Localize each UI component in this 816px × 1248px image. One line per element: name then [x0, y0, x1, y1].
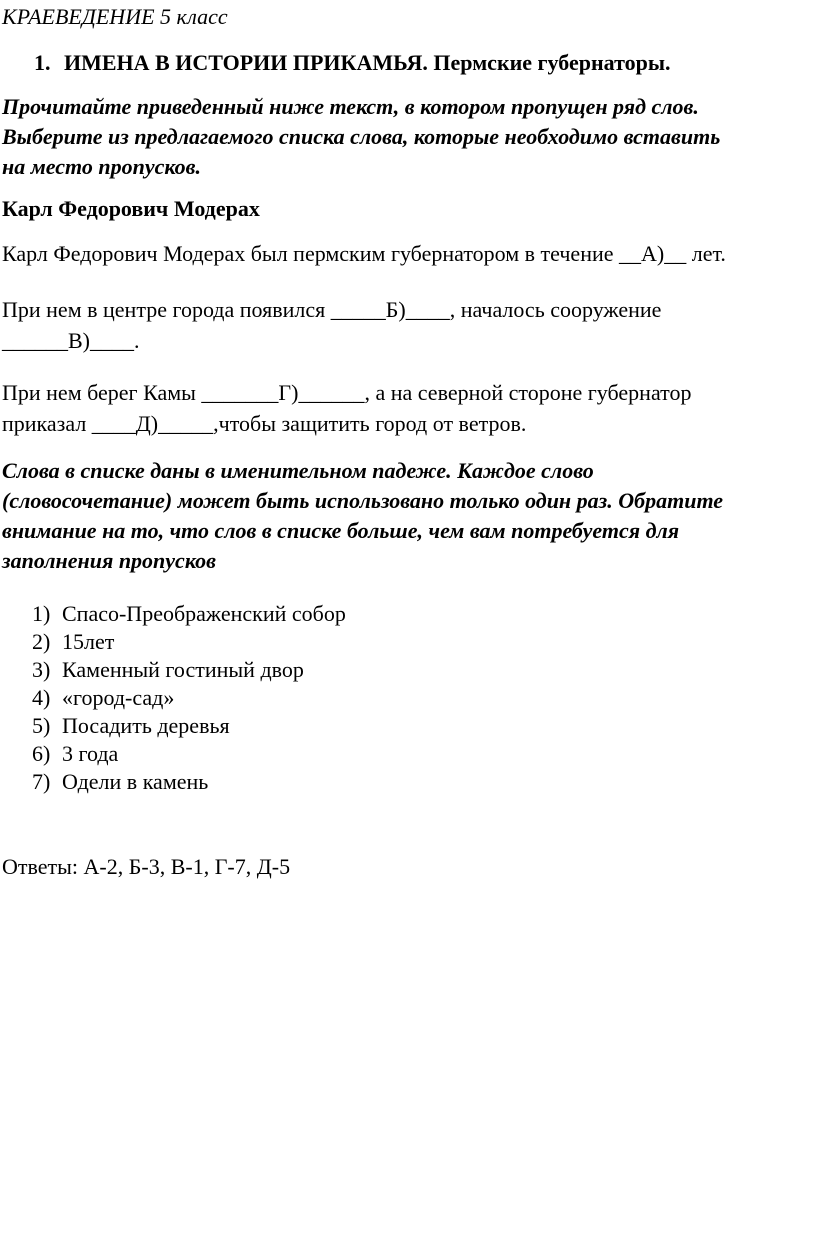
option-number: 2)	[32, 629, 51, 654]
option-number: 5)	[32, 713, 51, 738]
option-number: 6)	[32, 741, 51, 766]
paragraph-line: приказал ____Д)_____,чтобы защитить город от ветров.	[2, 411, 527, 436]
option-number: 4)	[32, 685, 51, 710]
instruction-line: Выберите из предлагаемого списка слова, которые необходимо вставить	[2, 124, 721, 149]
option-number: 7)	[32, 769, 51, 794]
instruction-line: на место пропусков.	[2, 154, 201, 179]
list-item	[32, 600, 346, 628]
option-text: Посадить деревья	[62, 713, 230, 738]
paragraph-line: При нем берег Камы _______Г)______, а на северной стороне губернатор	[2, 380, 692, 405]
person-name-heading: Карл Федорович Модерах	[2, 196, 260, 221]
note-line: заполнения пропусков	[2, 548, 216, 573]
word-options-list	[32, 600, 346, 796]
answers-line: Ответы: А-2, Б-3, В-1, Г-7, Д-5	[2, 854, 291, 879]
task-title: ИМЕНА В ИСТОРИИ ПРИКАМЬЯ. Пермские губернаторы.	[64, 50, 671, 75]
list-item	[32, 684, 346, 712]
option-text: Спасо-Преображенский собор	[62, 601, 346, 626]
list-item	[32, 712, 346, 740]
option-text: 15лет	[62, 629, 115, 654]
paragraph-line: ______В)____.	[2, 328, 140, 353]
note-line: (словосочетание) может быть использовано только один раз. Обратите	[2, 488, 724, 513]
option-text: «город-сад»	[62, 685, 175, 710]
subject-label: КРАЕВЕДЕНИЕ 5 класс	[2, 4, 228, 29]
list-item	[32, 656, 346, 684]
list-item	[32, 628, 346, 656]
text-paragraph-2	[2, 294, 814, 356]
option-text: Каменный гостиный двор	[62, 657, 304, 682]
list-item	[32, 740, 346, 768]
option-number: 3)	[32, 657, 51, 682]
note-text	[2, 456, 814, 576]
instruction-text	[2, 92, 814, 182]
task-number: 1.	[34, 50, 51, 75]
option-number: 1)	[32, 601, 51, 626]
text-paragraph-3	[2, 377, 814, 439]
paragraph-line: Карл Федорович Модерах был пермским губернатором в течение __А)__ лет.	[2, 241, 726, 266]
instruction-line: Прочитайте приведенный ниже текст, в котором пропущен ряд слов.	[2, 94, 699, 119]
paragraph-line: При нем в центре города появился _____Б)____, началось сооружение	[2, 297, 662, 322]
list-item	[32, 768, 346, 796]
note-line: внимание на то, что слов в списке больше, чем вам потребуется для	[2, 518, 680, 543]
option-text: 3 года	[62, 741, 119, 766]
text-paragraph-1	[2, 238, 814, 269]
task-heading	[34, 50, 671, 76]
option-text: Одели в камень	[62, 769, 209, 794]
note-line: Слова в списке даны в именительном падеже. Каждое слово	[2, 458, 594, 483]
